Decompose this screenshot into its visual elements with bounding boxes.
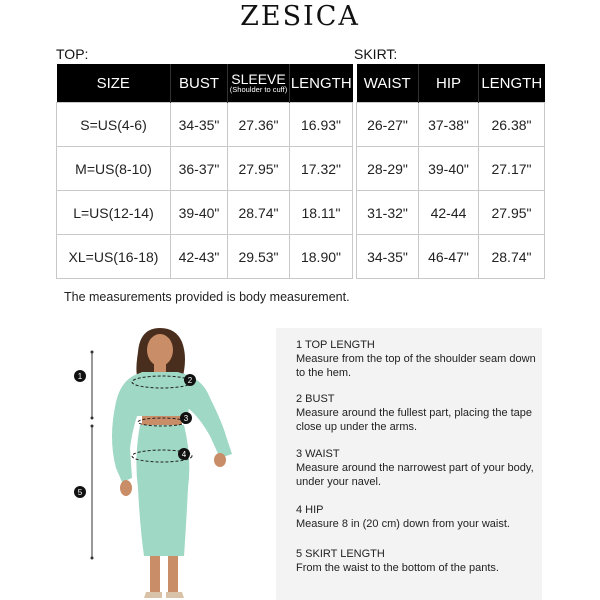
waist-cell: 28-29" [357, 147, 419, 191]
neck-shape [154, 362, 166, 372]
ruler-dot [91, 351, 94, 354]
header-sleeve [228, 64, 290, 103]
bust-cell: 36-37" [171, 147, 228, 191]
top-shape [134, 372, 190, 416]
sleeve-cell: 28.74" [228, 191, 290, 235]
hip-cell: 37-38" [419, 103, 479, 147]
model-figure [60, 318, 270, 600]
sleeve-cell: 27.95" [228, 147, 290, 191]
left-hand-shape [120, 480, 132, 496]
hip-cell: 46-47" [419, 235, 479, 279]
waist-cell: 34-35" [357, 235, 419, 279]
length-cell: 18.90" [290, 235, 353, 279]
skirt-length-cell: 27.17" [479, 147, 545, 191]
marker-5-label: 5 [77, 488, 83, 497]
marker-1-label: 1 [77, 372, 83, 381]
instruction-title: 5 SKIRT LENGTH [296, 548, 385, 560]
table-row [357, 103, 545, 147]
sleeve-cell: 29.53" [228, 235, 290, 279]
header-waist: WAIST [357, 64, 419, 103]
header-bust: BUST [171, 64, 228, 103]
instruction-hip [296, 503, 536, 531]
left-shoe-shape [144, 592, 162, 598]
top-section-label: TOP: [56, 46, 89, 62]
brand-logo: ZESICA [240, 1, 360, 32]
size-cell: L=US(12-14) [57, 191, 171, 235]
instruction-title: 1 TOP LENGTH [296, 339, 375, 351]
instruction-title: 2 BUST [296, 393, 335, 405]
hip-cell: 42-44 [419, 191, 479, 235]
midriff-shape [142, 416, 182, 425]
header-sleeve-note: (Shoulder to cuff) [229, 85, 288, 94]
measurement-note: The measurements provided is body measurement. [64, 290, 350, 304]
bust-cell: 42-43" [171, 235, 228, 279]
skirt-header-row [357, 64, 545, 103]
table-row [357, 235, 545, 279]
right-hand-shape [214, 453, 226, 467]
bust-cell: 34-35" [171, 103, 228, 147]
header-length: LENGTH [290, 64, 353, 103]
instruction-top-length [296, 338, 536, 380]
instruction-text: Measure around the narrowest part of your body, under your navel. [296, 462, 534, 488]
table-row [57, 235, 353, 279]
bust-cell: 39-40" [171, 191, 228, 235]
right-leg-shape [168, 556, 178, 592]
instruction-title: 4 HIP [296, 504, 324, 516]
size-cell: M=US(8-10) [57, 147, 171, 191]
length-cell: 17.32" [290, 147, 353, 191]
ruler-dot [91, 557, 94, 560]
instruction-text: From the waist to the bottom of the pants. [296, 562, 499, 574]
left-leg-shape [150, 556, 160, 592]
header-size: SIZE [57, 64, 171, 103]
header-sleeve-label: SLEEVE [231, 71, 286, 87]
marker-3-label: 3 [183, 414, 189, 423]
instruction-text: Measure around the fullest part, placing the tape close up under the arms. [296, 407, 533, 433]
table-row [57, 103, 353, 147]
instruction-skirt-length [296, 547, 536, 575]
table-row [357, 191, 545, 235]
instruction-title: 3 WAIST [296, 448, 340, 460]
size-cell: XL=US(16-18) [57, 235, 171, 279]
header-hip: HIP [419, 64, 479, 103]
right-shoe-shape [166, 592, 184, 598]
ruler-dot [91, 425, 94, 428]
waist-cell: 31-32" [357, 191, 419, 235]
top-size-table [56, 64, 353, 279]
header-skirt-length: LENGTH [479, 64, 545, 103]
table-row [357, 147, 545, 191]
length-cell: 18.11" [290, 191, 353, 235]
instructions-panel [276, 328, 542, 600]
marker-2-label: 2 [187, 376, 193, 385]
hip-cell: 39-40" [419, 147, 479, 191]
skirt-length-cell: 27.95" [479, 191, 545, 235]
top-header-row [57, 64, 353, 103]
skirt-section-label: SKIRT: [354, 46, 398, 62]
ruler-dot [91, 417, 94, 420]
face-shape [147, 334, 173, 366]
skirt-size-table [356, 64, 545, 279]
skirt-shape [136, 425, 189, 556]
instruction-text: Measure 8 in (20 cm) down from your waist. [296, 518, 510, 530]
instruction-text: Measure from the top of the shoulder seam down to the hem. [296, 353, 536, 379]
table-row [57, 147, 353, 191]
sleeve-cell: 27.36" [228, 103, 290, 147]
skirt-length-cell: 28.74" [479, 235, 545, 279]
instruction-waist [296, 447, 536, 489]
marker-4-label: 4 [181, 450, 187, 459]
instruction-bust [296, 392, 536, 434]
table-row [57, 191, 353, 235]
skirt-length-cell: 26.38" [479, 103, 545, 147]
size-cell: S=US(4-6) [57, 103, 171, 147]
length-cell: 16.93" [290, 103, 353, 147]
waist-cell: 26-27" [357, 103, 419, 147]
